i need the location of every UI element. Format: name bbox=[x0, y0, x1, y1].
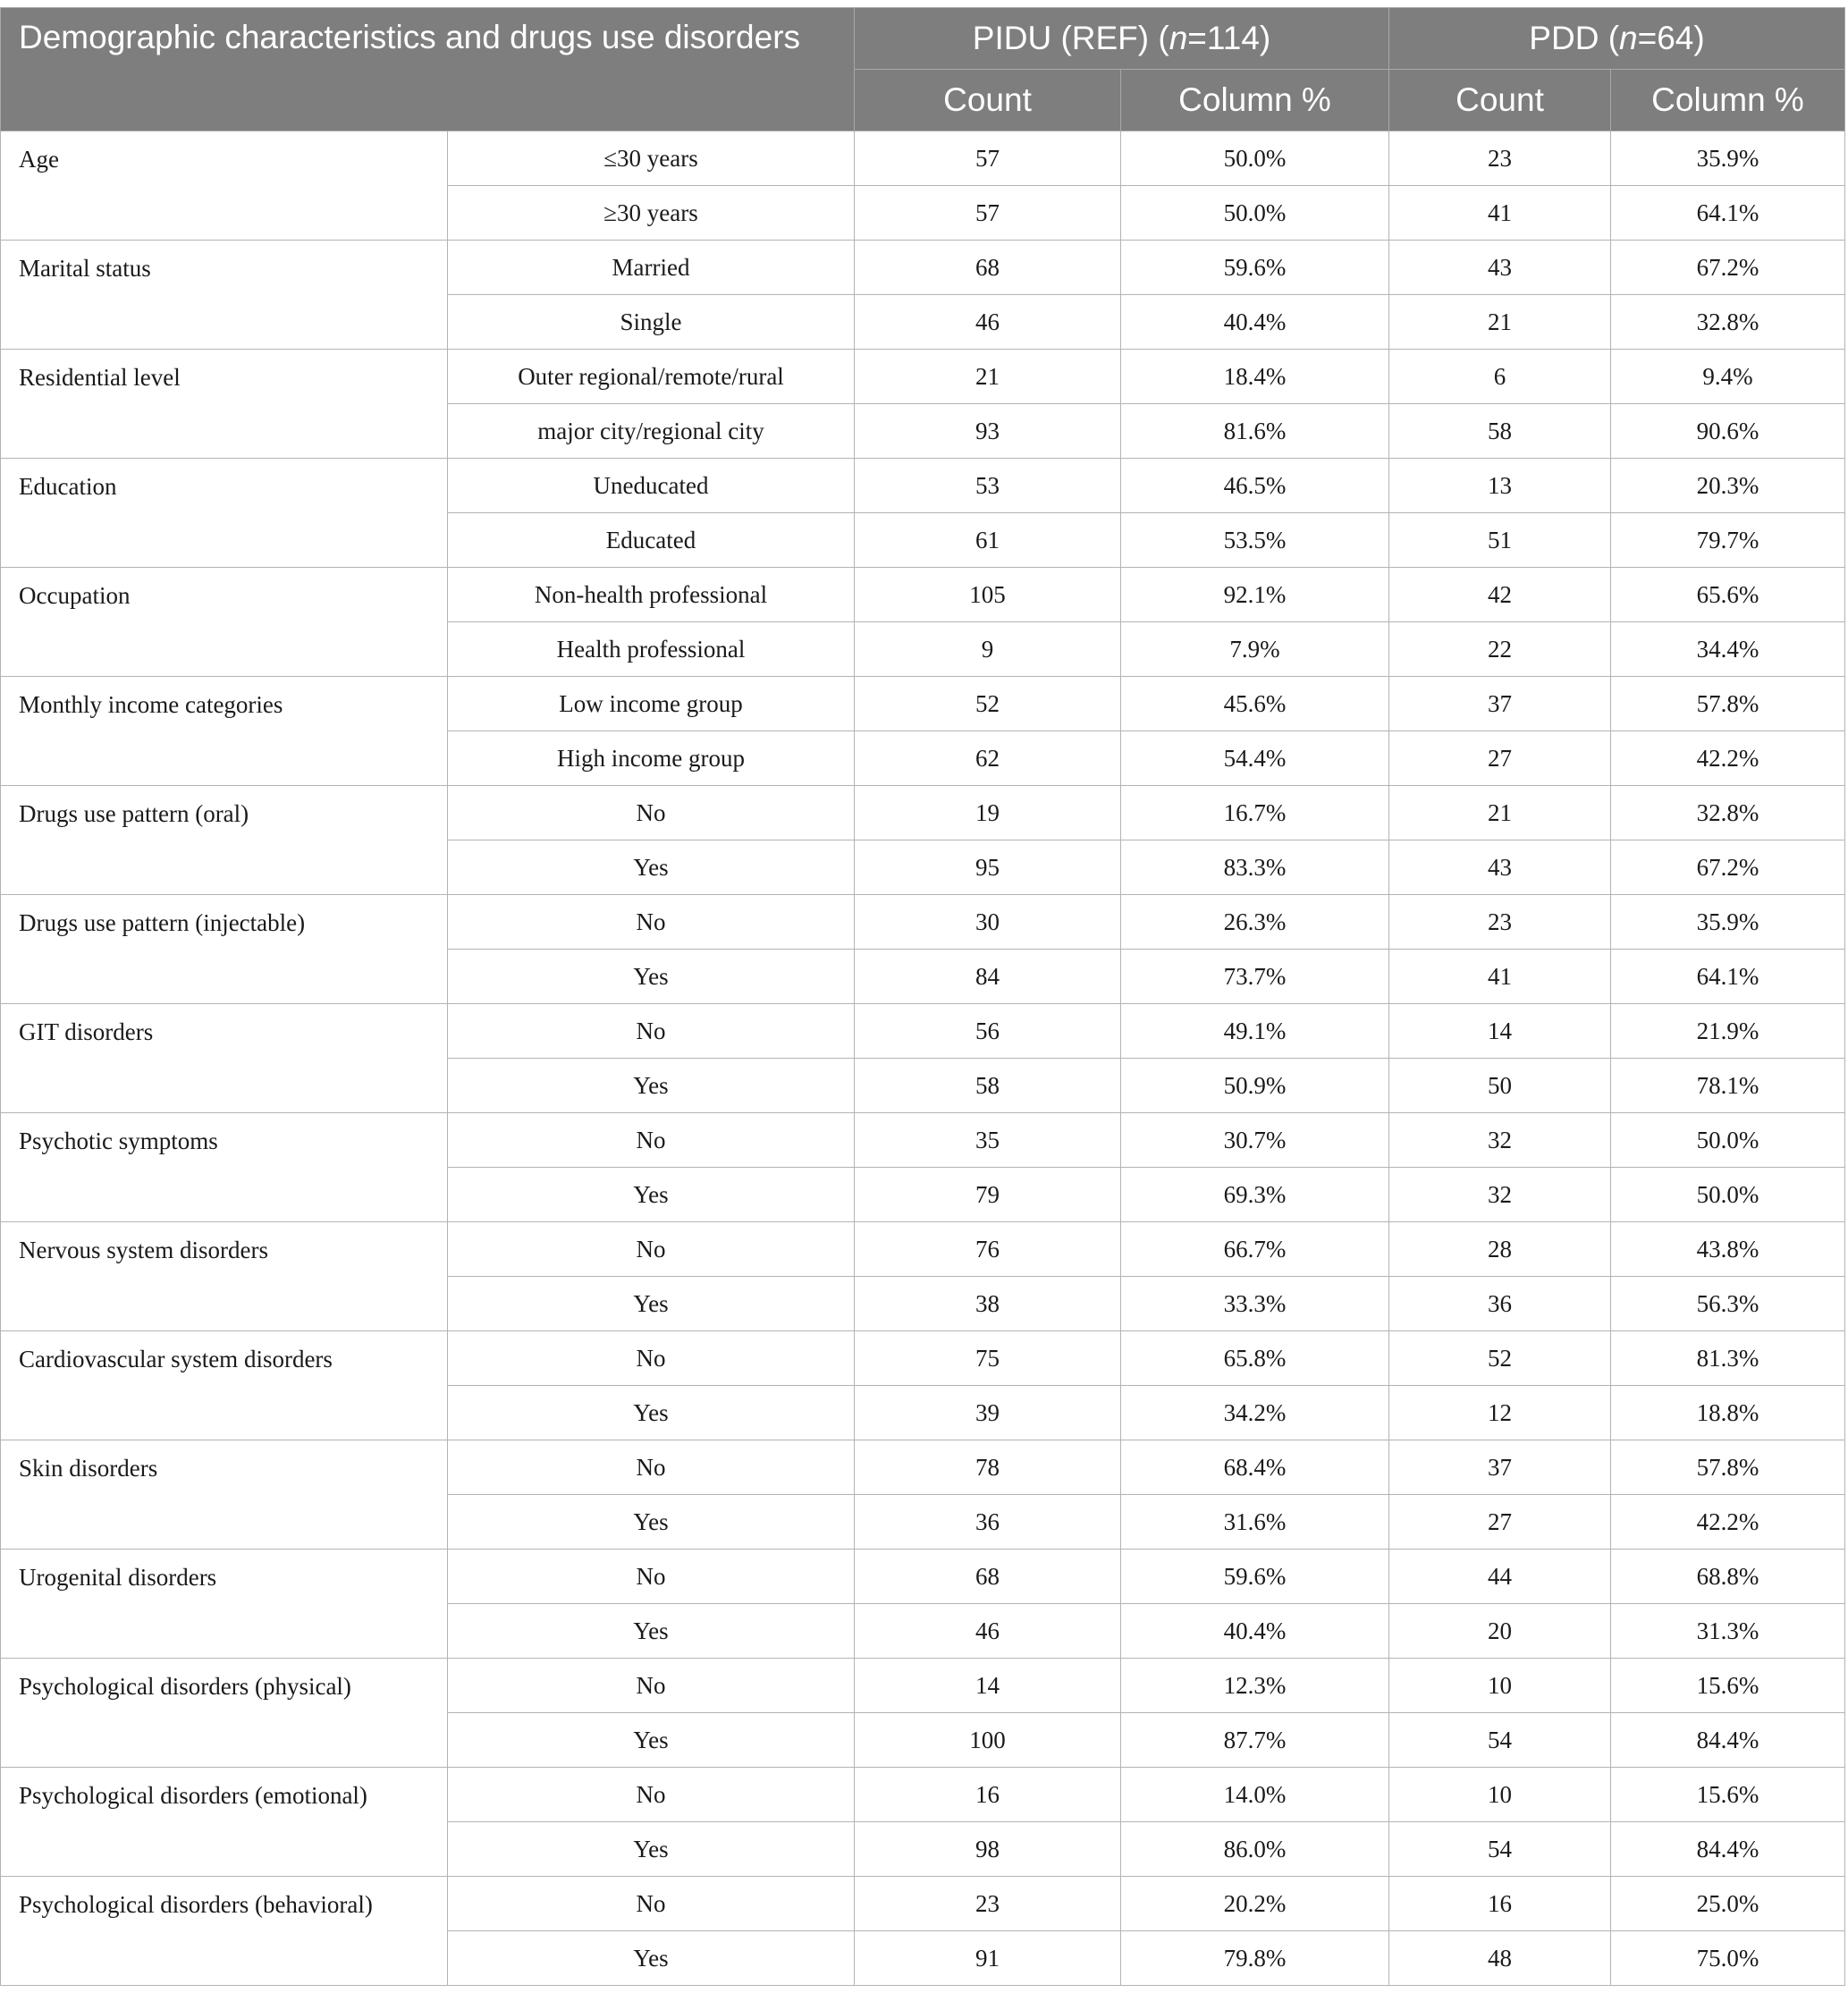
characteristic-cell: GIT disorders bbox=[1, 1004, 448, 1113]
pdd-count-cell: 37 bbox=[1389, 677, 1611, 731]
pidu-count-cell: 16 bbox=[855, 1768, 1121, 1822]
pdd-percent-cell: 50.0% bbox=[1611, 1168, 1845, 1222]
pidu-percent-cell: 31.6% bbox=[1121, 1495, 1389, 1550]
level-cell: Yes bbox=[448, 1495, 855, 1550]
pidu-percent-cell: 86.0% bbox=[1121, 1822, 1389, 1877]
pidu-count-cell: 19 bbox=[855, 786, 1121, 840]
pdd-percent-cell: 56.3% bbox=[1611, 1277, 1845, 1331]
pdd-count-cell: 44 bbox=[1389, 1550, 1611, 1604]
level-cell: Uneducated bbox=[448, 459, 855, 513]
pidu-percent-cell: 40.4% bbox=[1121, 1604, 1389, 1659]
pdd-percent-cell: 84.4% bbox=[1611, 1713, 1845, 1768]
pidu-percent-cell: 20.2% bbox=[1121, 1877, 1389, 1931]
pidu-percent-cell: 50.0% bbox=[1121, 186, 1389, 241]
pidu-percent-cell: 40.4% bbox=[1121, 295, 1389, 350]
pidu-count-cell: 76 bbox=[855, 1222, 1121, 1277]
pdd-percent-cell: 57.8% bbox=[1611, 677, 1845, 731]
pidu-count-cell: 53 bbox=[855, 459, 1121, 513]
characteristic-cell: Urogenital disorders bbox=[1, 1550, 448, 1659]
pidu-count-cell: 78 bbox=[855, 1440, 1121, 1495]
pdd-percent-cell: 15.6% bbox=[1611, 1659, 1845, 1713]
table-row bbox=[1, 350, 1845, 404]
pdd-percent-cell: 67.2% bbox=[1611, 241, 1845, 295]
pidu-count-cell: 46 bbox=[855, 1604, 1121, 1659]
pdd-count-cell: 51 bbox=[1389, 513, 1611, 568]
pidu-count-cell: 52 bbox=[855, 677, 1121, 731]
pdd-group-header bbox=[1389, 8, 1845, 70]
pdd-percent-cell: 68.8% bbox=[1611, 1550, 1845, 1604]
pidu-percent-cell: 14.0% bbox=[1121, 1768, 1389, 1822]
pidu-count-cell: 75 bbox=[855, 1331, 1121, 1386]
table-row bbox=[1, 1113, 1845, 1168]
demographics-table bbox=[0, 7, 1845, 1986]
level-cell: Married bbox=[448, 241, 855, 295]
table-body bbox=[1, 131, 1845, 1986]
pidu-percent-cell: 49.1% bbox=[1121, 1004, 1389, 1059]
pdd-n-value: =64) bbox=[1637, 20, 1705, 56]
characteristic-cell: Residential level bbox=[1, 350, 448, 459]
pidu-count-cell: 68 bbox=[855, 1550, 1121, 1604]
pdd-count-cell: 27 bbox=[1389, 1495, 1611, 1550]
characteristic-cell: Monthly income categories bbox=[1, 677, 448, 786]
pdd-count-cell: 14 bbox=[1389, 1004, 1611, 1059]
pidu-count-cell: 58 bbox=[855, 1059, 1121, 1113]
pdd-count-header: Count bbox=[1389, 70, 1611, 131]
level-cell: No bbox=[448, 1877, 855, 1931]
pdd-count-cell: 22 bbox=[1389, 622, 1611, 677]
characteristic-cell: Education bbox=[1, 459, 448, 568]
pidu-count-cell: 14 bbox=[855, 1659, 1121, 1713]
pdd-percent-cell: 81.3% bbox=[1611, 1331, 1845, 1386]
pidu-count-cell: 9 bbox=[855, 622, 1121, 677]
pdd-count-cell: 52 bbox=[1389, 1331, 1611, 1386]
table-row bbox=[1, 1659, 1845, 1713]
pidu-percent-cell: 50.9% bbox=[1121, 1059, 1389, 1113]
table-row bbox=[1, 786, 1845, 840]
pdd-percent-cell: 31.3% bbox=[1611, 1604, 1845, 1659]
pdd-percent-cell: 64.1% bbox=[1611, 950, 1845, 1004]
level-cell: No bbox=[448, 1659, 855, 1713]
pdd-percent-cell: 64.1% bbox=[1611, 186, 1845, 241]
pdd-count-cell: 28 bbox=[1389, 1222, 1611, 1277]
table-row bbox=[1, 459, 1845, 513]
pdd-count-cell: 48 bbox=[1389, 1931, 1611, 1986]
table-row bbox=[1, 131, 1845, 186]
pidu-count-cell: 91 bbox=[855, 1931, 1121, 1986]
pidu-percent-cell: 50.0% bbox=[1121, 131, 1389, 186]
characteristic-cell: Marital status bbox=[1, 241, 448, 350]
pdd-count-cell: 36 bbox=[1389, 1277, 1611, 1331]
characteristic-cell: Psychotic symptoms bbox=[1, 1113, 448, 1222]
level-cell: Yes bbox=[448, 1604, 855, 1659]
pidu-count-cell: 57 bbox=[855, 131, 1121, 186]
pidu-percent-cell: 73.7% bbox=[1121, 950, 1389, 1004]
pdd-percent-cell: 25.0% bbox=[1611, 1877, 1845, 1931]
pdd-percent-cell: 32.8% bbox=[1611, 786, 1845, 840]
pdd-percent-cell: 65.6% bbox=[1611, 568, 1845, 622]
pidu-n-symbol: n bbox=[1169, 20, 1188, 56]
pdd-percent-cell: 50.0% bbox=[1611, 1113, 1845, 1168]
table-row bbox=[1, 895, 1845, 950]
characteristic-cell: Drugs use pattern (injectable) bbox=[1, 895, 448, 1004]
level-cell: No bbox=[448, 786, 855, 840]
pdd-count-cell: 27 bbox=[1389, 731, 1611, 786]
pdd-count-cell: 16 bbox=[1389, 1877, 1611, 1931]
pidu-count-cell: 100 bbox=[855, 1713, 1121, 1768]
pidu-count-cell: 39 bbox=[855, 1386, 1121, 1440]
pidu-count-cell: 38 bbox=[855, 1277, 1121, 1331]
level-cell: Outer regional/remote/rural bbox=[448, 350, 855, 404]
level-cell: Educated bbox=[448, 513, 855, 568]
table-row bbox=[1, 1222, 1845, 1277]
pdd-percent-cell: 43.8% bbox=[1611, 1222, 1845, 1277]
pidu-count-cell: 105 bbox=[855, 568, 1121, 622]
pdd-percent-cell: 57.8% bbox=[1611, 1440, 1845, 1495]
table-row bbox=[1, 1004, 1845, 1059]
pdd-count-cell: 58 bbox=[1389, 404, 1611, 459]
characteristic-cell: Psychological disorders (physical) bbox=[1, 1659, 448, 1768]
pdd-percent-header: Column % bbox=[1611, 70, 1845, 131]
pdd-count-cell: 23 bbox=[1389, 895, 1611, 950]
level-cell: Non-health professional bbox=[448, 568, 855, 622]
characteristic-cell: Drugs use pattern (oral) bbox=[1, 786, 448, 895]
level-cell: No bbox=[448, 1768, 855, 1822]
level-cell: ≤30 years bbox=[448, 131, 855, 186]
pidu-count-cell: 93 bbox=[855, 404, 1121, 459]
pidu-percent-cell: 33.3% bbox=[1121, 1277, 1389, 1331]
level-cell: Yes bbox=[448, 1931, 855, 1986]
pidu-count-cell: 30 bbox=[855, 895, 1121, 950]
pidu-percent-cell: 46.5% bbox=[1121, 459, 1389, 513]
pidu-percent-cell: 81.6% bbox=[1121, 404, 1389, 459]
pidu-count-cell: 95 bbox=[855, 840, 1121, 895]
pdd-count-cell: 20 bbox=[1389, 1604, 1611, 1659]
pdd-percent-cell: 35.9% bbox=[1611, 895, 1845, 950]
table-header bbox=[1, 8, 1845, 131]
pdd-count-cell: 32 bbox=[1389, 1113, 1611, 1168]
table-row bbox=[1, 1877, 1845, 1931]
level-cell: No bbox=[448, 1222, 855, 1277]
pdd-count-cell: 43 bbox=[1389, 840, 1611, 895]
pdd-percent-cell: 42.2% bbox=[1611, 731, 1845, 786]
pdd-percent-cell: 9.4% bbox=[1611, 350, 1845, 404]
table-row bbox=[1, 241, 1845, 295]
level-cell: Health professional bbox=[448, 622, 855, 677]
pidu-percent-cell: 16.7% bbox=[1121, 786, 1389, 840]
level-cell: Yes bbox=[448, 1168, 855, 1222]
pidu-n-value: =114) bbox=[1187, 20, 1271, 56]
characteristic-cell: Occupation bbox=[1, 568, 448, 677]
level-cell: No bbox=[448, 1004, 855, 1059]
pdd-group-label: PDD ( bbox=[1529, 20, 1620, 56]
pdd-count-cell: 54 bbox=[1389, 1713, 1611, 1768]
pidu-percent-cell: 53.5% bbox=[1121, 513, 1389, 568]
pdd-count-cell: 21 bbox=[1389, 786, 1611, 840]
pdd-percent-cell: 32.8% bbox=[1611, 295, 1845, 350]
pidu-count-cell: 79 bbox=[855, 1168, 1121, 1222]
pidu-percent-cell: 69.3% bbox=[1121, 1168, 1389, 1222]
pdd-percent-cell: 21.9% bbox=[1611, 1004, 1845, 1059]
characteristics-header: Demographic characteristics and drugs use disorders bbox=[1, 8, 855, 131]
pidu-count-cell: 62 bbox=[855, 731, 1121, 786]
pidu-count-cell: 61 bbox=[855, 513, 1121, 568]
level-cell: Single bbox=[448, 295, 855, 350]
pdd-count-cell: 10 bbox=[1389, 1659, 1611, 1713]
pdd-count-cell: 21 bbox=[1389, 295, 1611, 350]
pidu-percent-cell: 34.2% bbox=[1121, 1386, 1389, 1440]
level-cell: Yes bbox=[448, 950, 855, 1004]
pdd-percent-cell: 78.1% bbox=[1611, 1059, 1845, 1113]
level-cell: Yes bbox=[448, 1277, 855, 1331]
level-cell: major city/regional city bbox=[448, 404, 855, 459]
level-cell: No bbox=[448, 1113, 855, 1168]
table-row bbox=[1, 568, 1845, 622]
pdd-percent-cell: 42.2% bbox=[1611, 1495, 1845, 1550]
pidu-percent-cell: 87.7% bbox=[1121, 1713, 1389, 1768]
characteristic-cell: Psychological disorders (emotional) bbox=[1, 1768, 448, 1877]
level-cell: ≥30 years bbox=[448, 186, 855, 241]
table-row bbox=[1, 1550, 1845, 1604]
pdd-percent-cell: 84.4% bbox=[1611, 1822, 1845, 1877]
pdd-count-cell: 41 bbox=[1389, 186, 1611, 241]
pidu-percent-cell: 45.6% bbox=[1121, 677, 1389, 731]
pidu-percent-cell: 65.8% bbox=[1121, 1331, 1389, 1386]
pdd-count-cell: 50 bbox=[1389, 1059, 1611, 1113]
pdd-count-cell: 54 bbox=[1389, 1822, 1611, 1877]
level-cell: Yes bbox=[448, 840, 855, 895]
pdd-percent-cell: 15.6% bbox=[1611, 1768, 1845, 1822]
pdd-count-cell: 6 bbox=[1389, 350, 1611, 404]
pidu-percent-cell: 59.6% bbox=[1121, 1550, 1389, 1604]
pidu-percent-header: Column % bbox=[1121, 70, 1389, 131]
pidu-percent-cell: 12.3% bbox=[1121, 1659, 1389, 1713]
pdd-count-cell: 37 bbox=[1389, 1440, 1611, 1495]
pdd-count-cell: 43 bbox=[1389, 241, 1611, 295]
pidu-percent-cell: 59.6% bbox=[1121, 241, 1389, 295]
characteristic-cell: Age bbox=[1, 131, 448, 241]
pidu-percent-cell: 68.4% bbox=[1121, 1440, 1389, 1495]
pidu-percent-cell: 7.9% bbox=[1121, 622, 1389, 677]
pidu-group-label: PIDU (REF) ( bbox=[972, 20, 1169, 56]
level-cell: High income group bbox=[448, 731, 855, 786]
pdd-count-cell: 13 bbox=[1389, 459, 1611, 513]
characteristic-cell: Skin disorders bbox=[1, 1440, 448, 1550]
level-cell: Yes bbox=[448, 1822, 855, 1877]
pdd-count-cell: 42 bbox=[1389, 568, 1611, 622]
level-cell: No bbox=[448, 1550, 855, 1604]
table-row bbox=[1, 1768, 1845, 1822]
pdd-percent-cell: 35.9% bbox=[1611, 131, 1845, 186]
pdd-n-symbol: n bbox=[1619, 20, 1638, 56]
pdd-percent-cell: 67.2% bbox=[1611, 840, 1845, 895]
level-cell: No bbox=[448, 1331, 855, 1386]
table-row bbox=[1, 1331, 1845, 1386]
level-cell: Low income group bbox=[448, 677, 855, 731]
pidu-count-header: Count bbox=[855, 70, 1121, 131]
pdd-count-cell: 32 bbox=[1389, 1168, 1611, 1222]
level-cell: Yes bbox=[448, 1059, 855, 1113]
pdd-count-cell: 23 bbox=[1389, 131, 1611, 186]
pdd-percent-cell: 79.7% bbox=[1611, 513, 1845, 568]
table-row bbox=[1, 1440, 1845, 1495]
pdd-percent-cell: 20.3% bbox=[1611, 459, 1845, 513]
characteristic-cell: Psychological disorders (behavioral) bbox=[1, 1877, 448, 1986]
level-cell: Yes bbox=[448, 1386, 855, 1440]
pdd-percent-cell: 18.8% bbox=[1611, 1386, 1845, 1440]
level-cell: No bbox=[448, 1440, 855, 1495]
pdd-count-cell: 12 bbox=[1389, 1386, 1611, 1440]
pidu-percent-cell: 92.1% bbox=[1121, 568, 1389, 622]
pdd-count-cell: 10 bbox=[1389, 1768, 1611, 1822]
pidu-count-cell: 84 bbox=[855, 950, 1121, 1004]
pidu-count-cell: 46 bbox=[855, 295, 1121, 350]
pidu-percent-cell: 79.8% bbox=[1121, 1931, 1389, 1986]
pdd-percent-cell: 75.0% bbox=[1611, 1931, 1845, 1986]
level-cell: Yes bbox=[448, 1713, 855, 1768]
pidu-count-cell: 36 bbox=[855, 1495, 1121, 1550]
pidu-percent-cell: 83.3% bbox=[1121, 840, 1389, 895]
pidu-percent-cell: 54.4% bbox=[1121, 731, 1389, 786]
pidu-count-cell: 35 bbox=[855, 1113, 1121, 1168]
pidu-count-cell: 98 bbox=[855, 1822, 1121, 1877]
pidu-percent-cell: 18.4% bbox=[1121, 350, 1389, 404]
pidu-group-header bbox=[855, 8, 1389, 70]
pidu-percent-cell: 26.3% bbox=[1121, 895, 1389, 950]
characteristic-cell: Cardiovascular system disorders bbox=[1, 1331, 448, 1440]
pdd-percent-cell: 90.6% bbox=[1611, 404, 1845, 459]
pidu-percent-cell: 30.7% bbox=[1121, 1113, 1389, 1168]
pdd-percent-cell: 34.4% bbox=[1611, 622, 1845, 677]
pidu-count-cell: 23 bbox=[855, 1877, 1121, 1931]
pidu-count-cell: 57 bbox=[855, 186, 1121, 241]
characteristic-cell: Nervous system disorders bbox=[1, 1222, 448, 1331]
pidu-count-cell: 56 bbox=[855, 1004, 1121, 1059]
level-cell: No bbox=[448, 895, 855, 950]
pidu-count-cell: 68 bbox=[855, 241, 1121, 295]
pidu-percent-cell: 66.7% bbox=[1121, 1222, 1389, 1277]
table-row bbox=[1, 677, 1845, 731]
pdd-count-cell: 41 bbox=[1389, 950, 1611, 1004]
pidu-count-cell: 21 bbox=[855, 350, 1121, 404]
